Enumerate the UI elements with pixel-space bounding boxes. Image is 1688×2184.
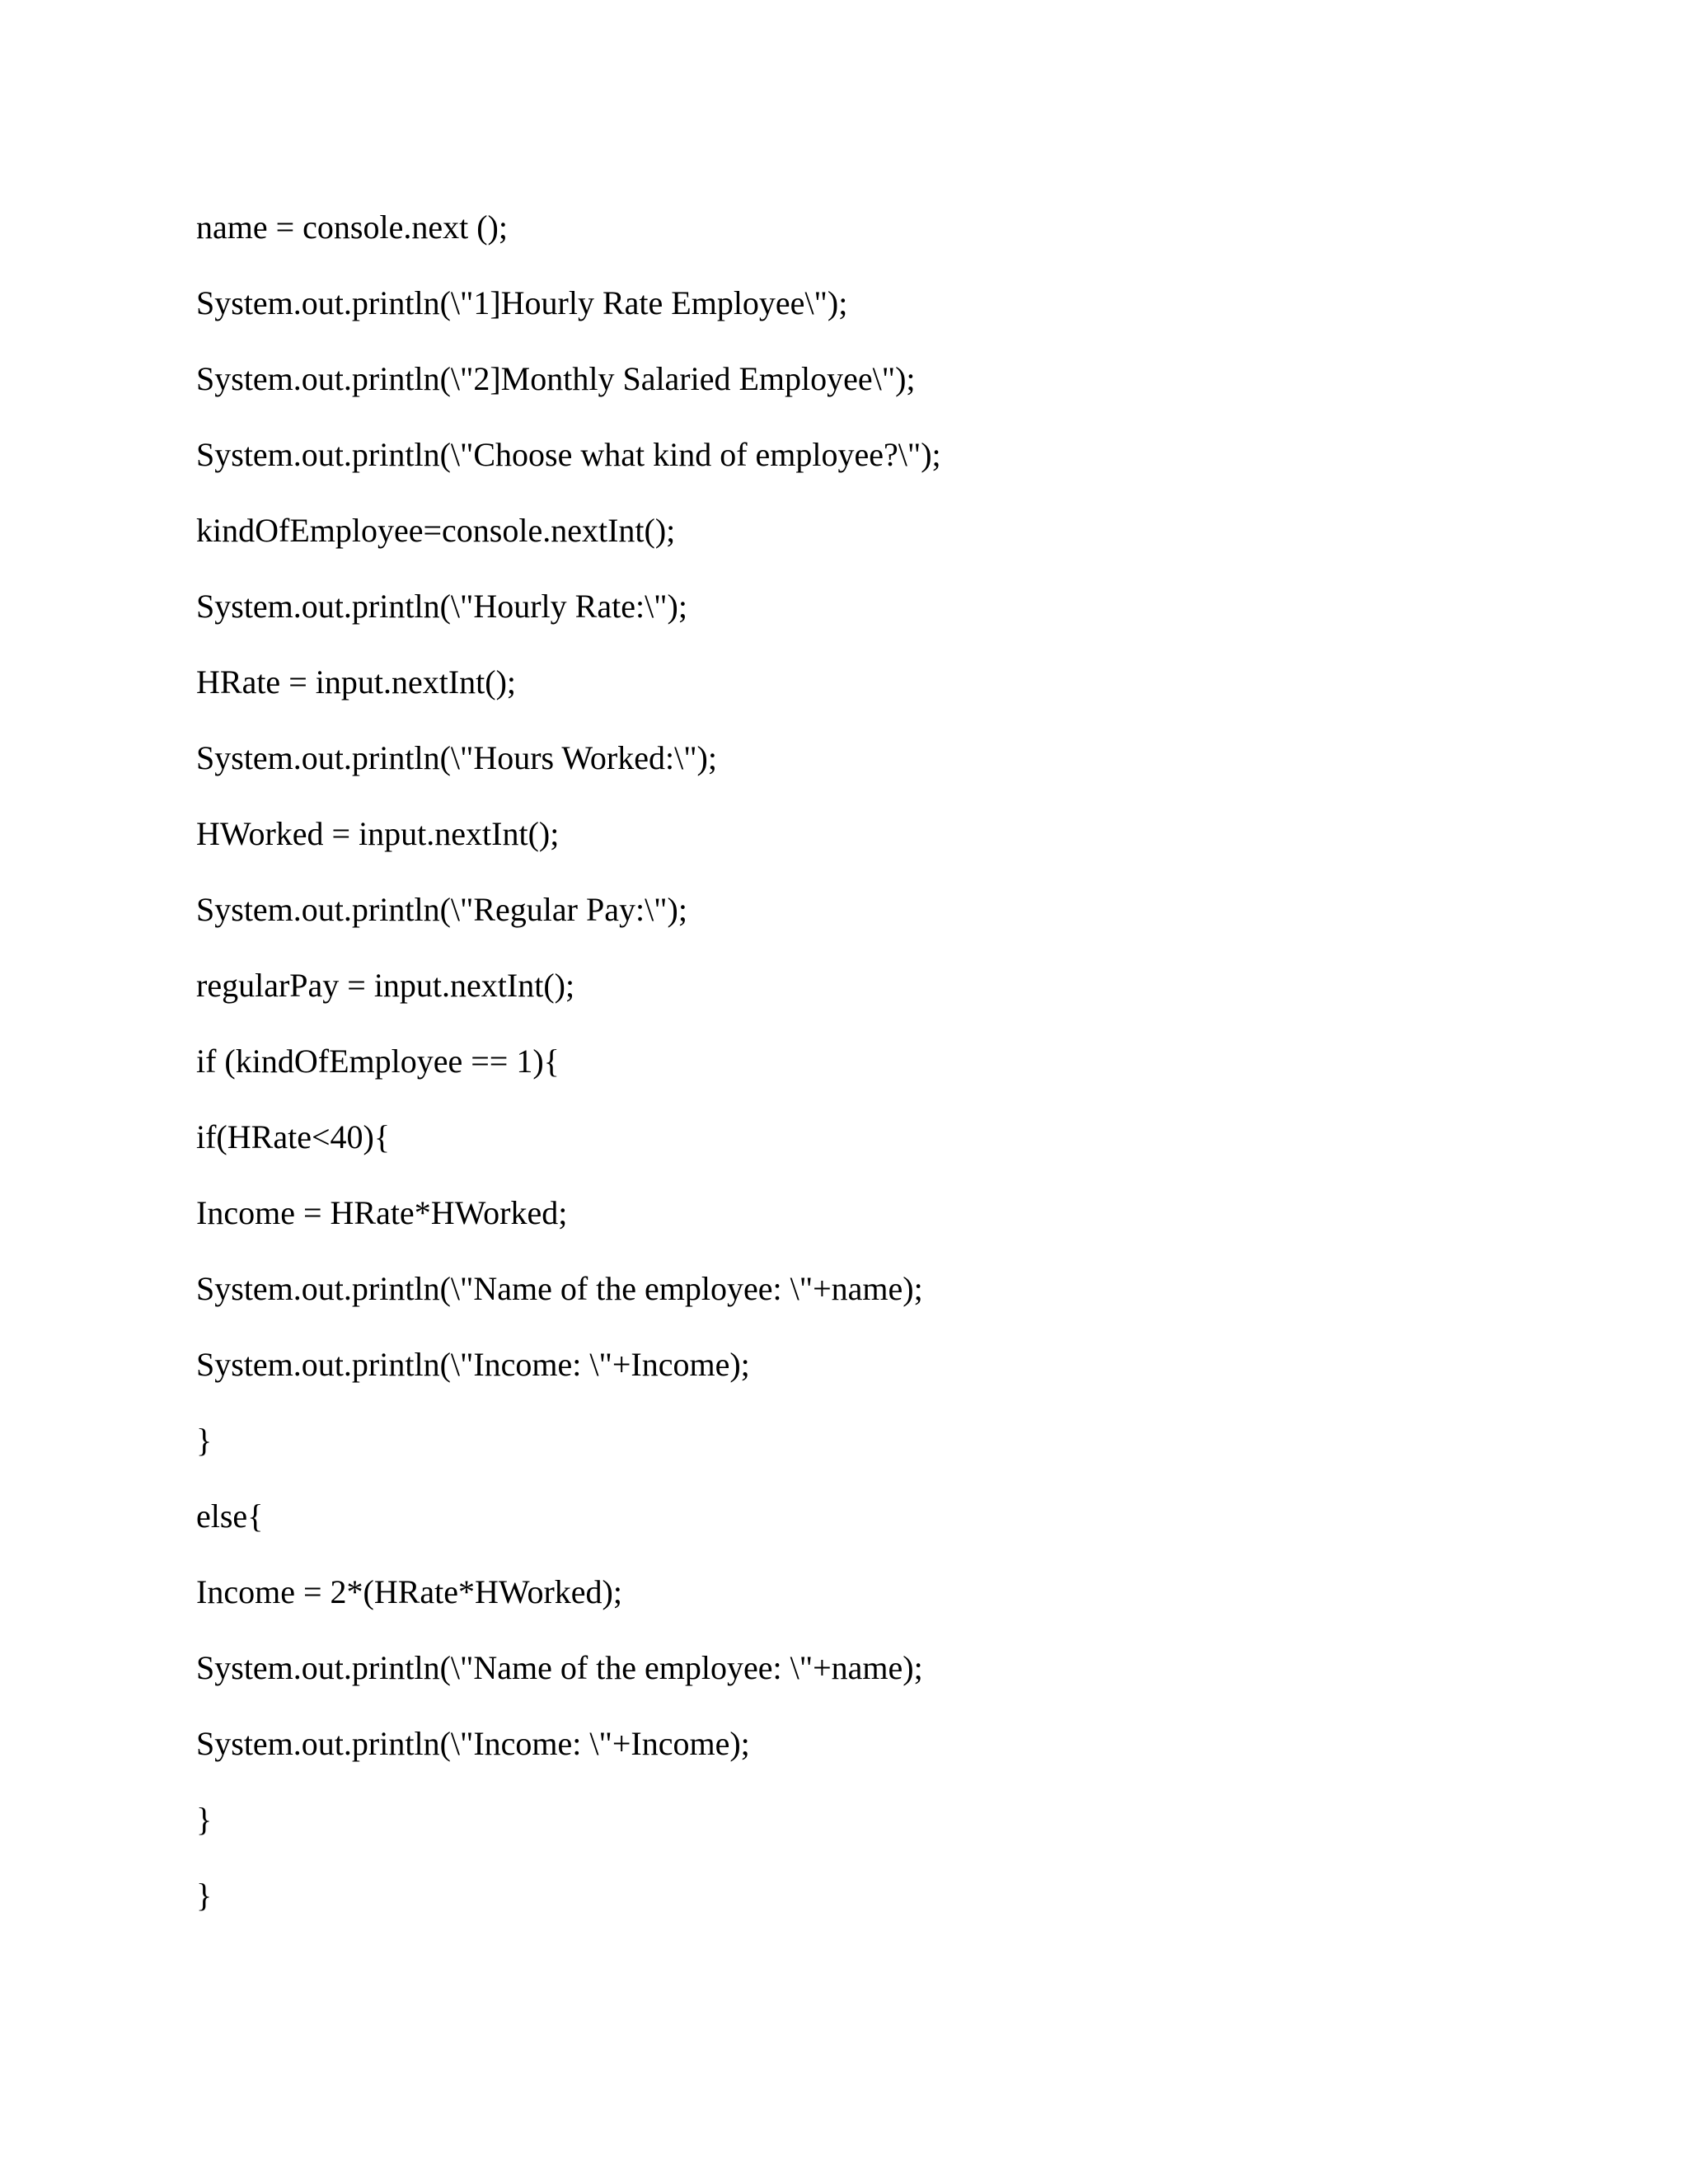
code-line: System.out.println(\"Hours Worked:\"); — [196, 739, 717, 776]
code-text-body — [196, 190, 1515, 1933]
code-line: } — [196, 1801, 213, 1838]
code-line: } — [196, 1422, 213, 1459]
code-line: else{ — [196, 1497, 264, 1535]
code-line: System.out.println(\"Choose what kind of employee?\"); — [196, 436, 941, 473]
code-line: Income = 2*(HRate*HWorked); — [196, 1573, 622, 1610]
code-line: System.out.println(\"Income: \"+Income); — [196, 1725, 750, 1762]
code-line: System.out.println(\"Name of the employee: \"+name); — [196, 1649, 923, 1686]
code-line: System.out.println(\"2]Monthly Salaried Employee\"); — [196, 360, 916, 397]
code-line: System.out.println(\"Income: \"+Income); — [196, 1346, 750, 1383]
code-line: regularPay = input.nextInt(); — [196, 967, 575, 1004]
code-line: } — [196, 1877, 213, 1914]
code-line: System.out.println(\"Name of the employee: \"+name); — [196, 1270, 923, 1307]
code-line: name = console.next (); — [196, 209, 508, 246]
code-line: kindOfEmployee=console.nextInt(); — [196, 512, 676, 549]
code-line: System.out.println(\"Regular Pay:\"); — [196, 891, 687, 928]
code-line: if (kindOfEmployee == 1){ — [196, 1043, 560, 1080]
code-line: Income = HRate*HWorked; — [196, 1194, 568, 1231]
code-line: if(HRate<40){ — [196, 1118, 391, 1155]
code-line: System.out.println(\"Hourly Rate:\"); — [196, 588, 687, 625]
code-line: HWorked = input.nextInt(); — [196, 815, 560, 852]
code-line: System.out.println(\"1]Hourly Rate Employee\"); — [196, 284, 848, 321]
code-line: HRate = input.nextInt(); — [196, 663, 517, 701]
